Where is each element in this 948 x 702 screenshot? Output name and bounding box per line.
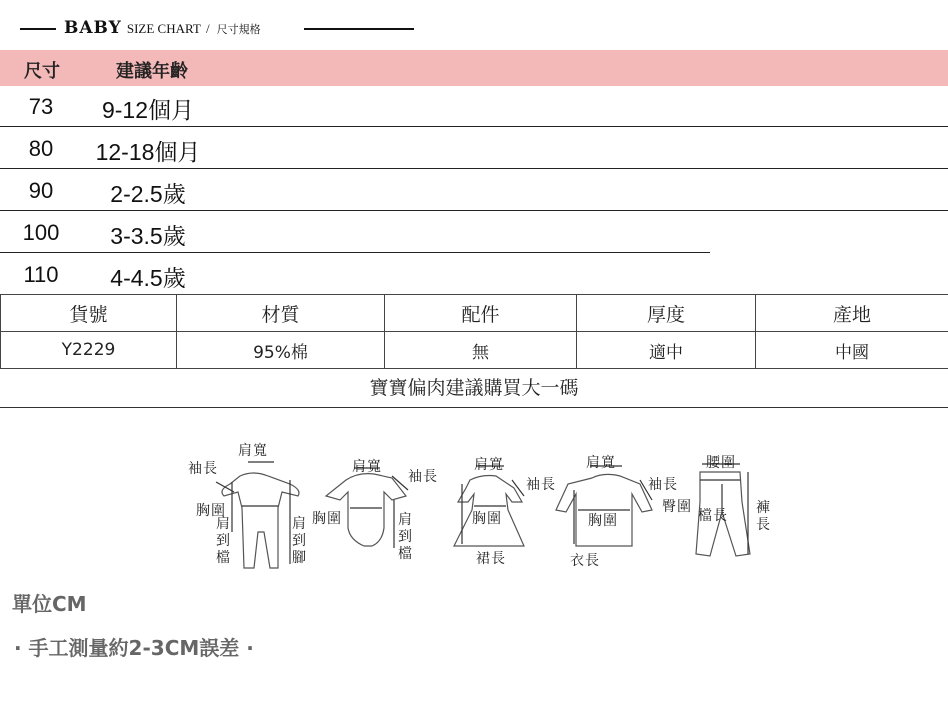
romper-shoulder-to-foot-label: 肩到腳 bbox=[292, 516, 307, 566]
size-chart-title bbox=[20, 14, 420, 44]
bodysuit-shoulder-to-crotch-label: 肩到檔 bbox=[398, 512, 413, 562]
accessories-header: 配件 bbox=[385, 295, 577, 332]
pants-crotch-label: 檔長 bbox=[698, 508, 728, 524]
material-header: 材質 bbox=[177, 295, 385, 332]
origin-header: 產地 bbox=[756, 295, 948, 332]
size-cell: 90 bbox=[28, 178, 54, 203]
title-rule-left bbox=[20, 28, 56, 30]
size-row bbox=[0, 86, 948, 127]
size-cell: 80 bbox=[28, 136, 54, 161]
material-value: 95%棉 bbox=[177, 332, 385, 369]
thickness-value: 適中 bbox=[577, 332, 756, 369]
subtitle-label: SIZE CHART bbox=[126, 21, 201, 36]
age-cell: 4-4.5歲 bbox=[110, 265, 186, 291]
bodysuit-shoulder-label: 肩寬 bbox=[352, 459, 382, 475]
product-header-row bbox=[1, 295, 948, 332]
title-text bbox=[64, 18, 261, 38]
size-cell: 110 bbox=[23, 262, 59, 287]
top-drawing bbox=[556, 466, 652, 546]
item-number-value: Y2229 bbox=[1, 332, 177, 369]
item-number-header: 貨號 bbox=[1, 295, 177, 332]
size-cell: 100 bbox=[22, 220, 60, 245]
row-divider bbox=[0, 168, 948, 169]
age-cell: 2-2.5歲 bbox=[110, 181, 186, 207]
row-divider bbox=[0, 252, 710, 253]
size-row bbox=[0, 128, 948, 169]
pants-waist-label: 腰圍 bbox=[706, 455, 736, 471]
size-row bbox=[0, 212, 948, 253]
title-separator: / bbox=[205, 21, 210, 36]
size-row bbox=[0, 254, 948, 295]
measurement-error-note: · 手工測量約2-3CM誤差 · bbox=[14, 636, 254, 660]
brand-label: BABY bbox=[64, 18, 122, 38]
pants-length-label: 褲長 bbox=[756, 500, 771, 533]
dress-drawing bbox=[454, 466, 524, 546]
row-divider bbox=[0, 210, 948, 211]
dress-sleeve-label: 袖長 bbox=[526, 477, 556, 493]
size-advice-note: 寶寶偏肉建議購買大一碼 bbox=[0, 370, 948, 408]
product-value-row bbox=[1, 332, 948, 369]
top-sleeve-label: 袖長 bbox=[648, 477, 678, 493]
age-column-header: 建議年齡 bbox=[116, 61, 188, 82]
romper-shoulder-to-crotch-label: 肩到檔 bbox=[216, 516, 231, 566]
size-column-header: 尺寸 bbox=[24, 61, 60, 82]
size-row bbox=[0, 170, 948, 211]
dress-skirt-length-label: 裙長 bbox=[476, 551, 506, 567]
size-table-header bbox=[0, 50, 948, 86]
size-cell: 73 bbox=[28, 94, 54, 119]
romper-shoulder-label: 肩寬 bbox=[238, 443, 268, 459]
accessories-value: 無 bbox=[385, 332, 577, 369]
top-chest-label: 胸圍 bbox=[588, 513, 618, 529]
age-cell: 12-18個月 bbox=[95, 139, 201, 165]
pants-hip-label: 臀圍 bbox=[662, 499, 692, 515]
row-divider bbox=[0, 126, 948, 127]
measurement-diagrams bbox=[178, 436, 778, 586]
bodysuit-sleeve-label: 袖長 bbox=[408, 469, 438, 485]
top-length-label: 衣長 bbox=[570, 553, 600, 569]
origin-value: 中國 bbox=[756, 332, 948, 369]
age-cell: 3-3.5歲 bbox=[110, 223, 186, 249]
bodysuit-chest-label: 胸圍 bbox=[312, 511, 342, 527]
product-info-table bbox=[0, 294, 948, 369]
dress-shoulder-label: 肩寬 bbox=[474, 457, 504, 473]
subtitle-cn-label: 尺寸規格 bbox=[216, 23, 261, 36]
title-rule-right bbox=[304, 28, 414, 30]
thickness-header: 厚度 bbox=[577, 295, 756, 332]
romper-chest-label: 胸圍 bbox=[196, 503, 226, 519]
top-shoulder-label: 肩寬 bbox=[586, 455, 616, 471]
age-cell: 9-12個月 bbox=[101, 97, 195, 123]
dress-chest-label: 胸圍 bbox=[472, 511, 502, 527]
romper-sleeve-label: 袖長 bbox=[188, 461, 218, 477]
unit-label: 單位CM bbox=[12, 592, 87, 616]
